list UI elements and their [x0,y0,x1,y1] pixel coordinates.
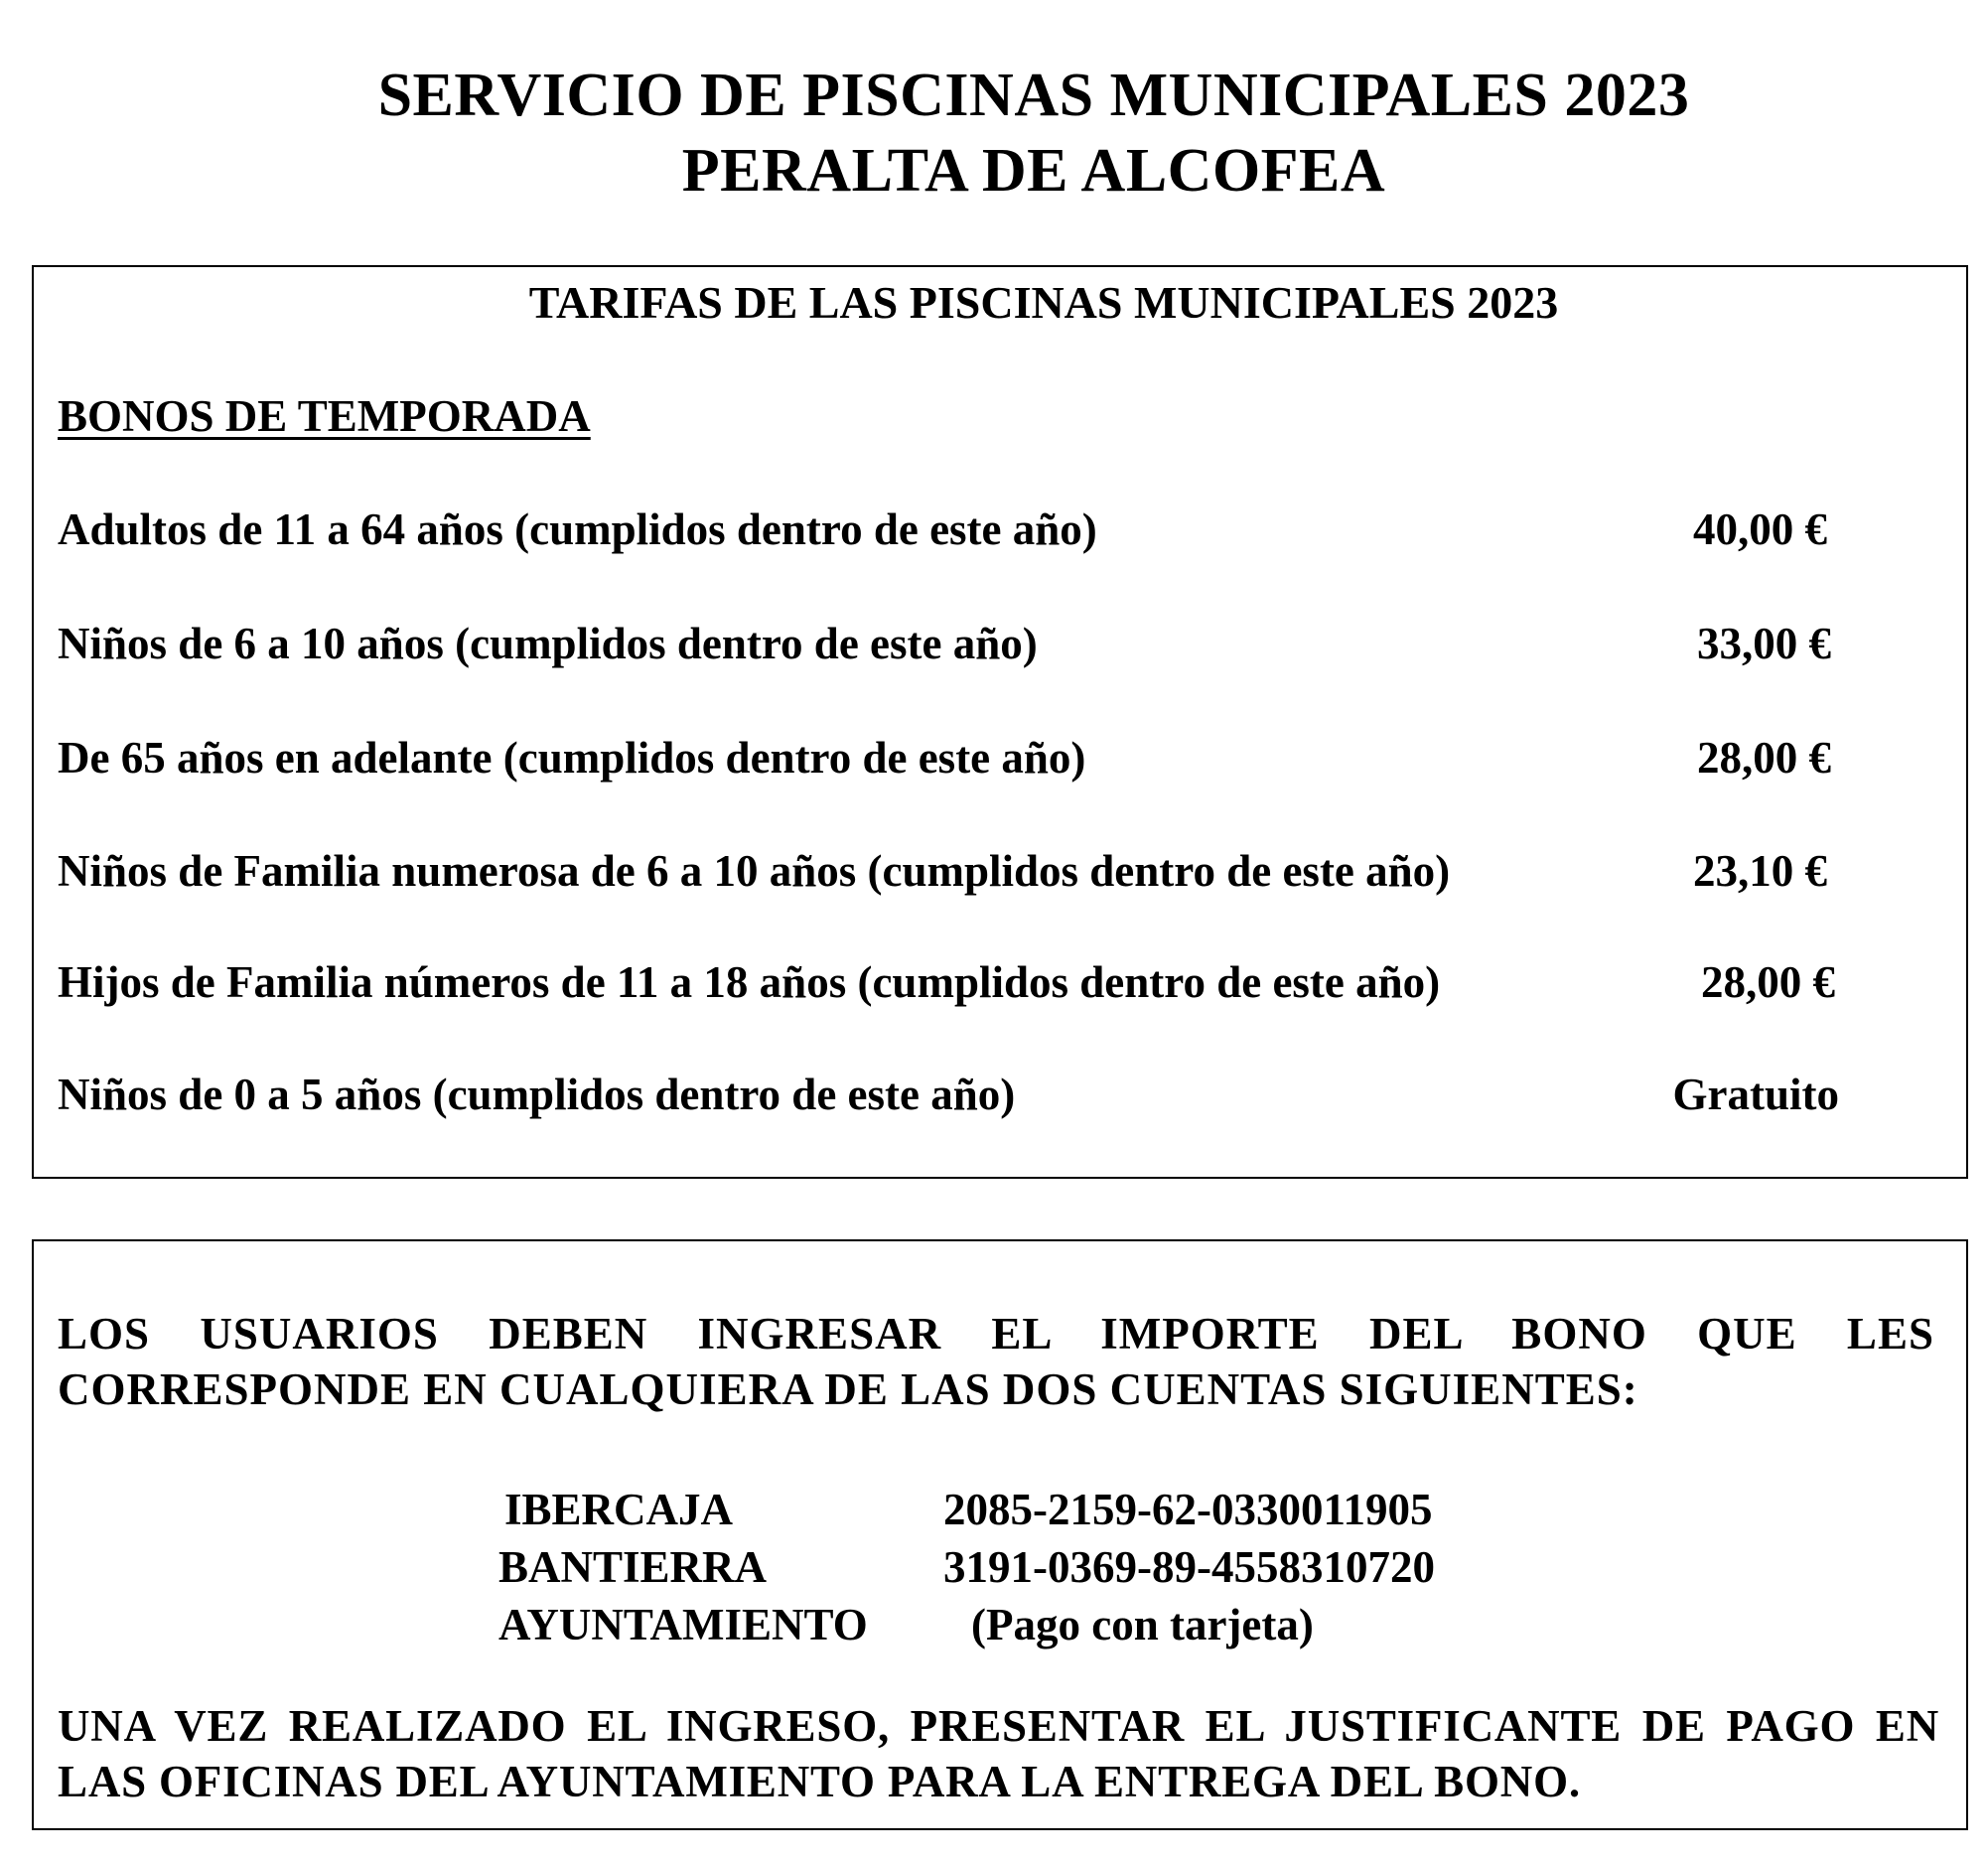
tariff-row-label: Hijos de Familia números de 11 a 18 años (cumplidos dentro de este año) [58,957,1441,1007]
tariff-row-label: Niños de Familia numerosa de 6 a 10 años (cumplidos dentro de este año) [58,846,1451,896]
account-number: 2085-2159-62-0330011905 [943,1485,1433,1534]
tariff-box [32,265,1968,1179]
account-name: IBERCAJA [504,1485,734,1534]
payment-instructions-line2: CORRESPONDE EN CUALQUIERA DE LAS DOS CUENTAS SIGUIENTES: [58,1364,1638,1414]
payment-instructions [58,1306,1934,1417]
section-heading: BONOS DE TEMPORADA [58,391,591,441]
account-name: BANTIERRA [498,1542,768,1592]
tariff-row-label: De 65 años en adelante (cumplidos dentro de este año) [58,733,1086,783]
tariff-row-price: 28,00 € [1701,957,1835,1007]
account-number: 3191-0369-89-4558310720 [943,1542,1435,1592]
tariff-heading: TARIFAS DE LAS PISCINAS MUNICIPALES 2023 [528,277,1559,328]
final-note: UNA VEZ REALIZADO EL INGRESO, PRESENTAR EL JUSTIFICANTE DE PAGO EN LAS OFICINAS DEL AYUNTAMIENTO PARA LA ENTREGA DEL BONO. [58,1701,1939,1806]
tariff-row-price: 28,00 € [1697,733,1831,783]
tariff-row-price: Gratuito [1672,1070,1839,1119]
tariff-row-label: Niños de 6 a 10 años (cumplidos dentro de este año) [58,619,1038,668]
account-number: (Pago con tarjeta) [971,1600,1314,1649]
tariff-row-price: 33,00 € [1697,619,1831,668]
tariff-row-price: 23,10 € [1693,846,1827,896]
payment-instructions-line1: LOS USUARIOS DEBEN INGRESAR EL IMPORTE DEL BONO QUE LES [58,1309,1934,1359]
page-title: SERVICIO DE PISCINAS MUNICIPALES 2023 [377,62,1690,129]
account-name: AYUNTAMIENTO [498,1600,868,1649]
payment-box [32,1239,1968,1830]
tariff-row-label: Adultos de 11 a 64 años (cumplidos dentro de este año) [58,504,1097,554]
tariff-row-label: Niños de 0 a 5 años (cumplidos dentro de este año) [58,1070,1016,1119]
page-subtitle: PERALTA DE ALCOFEA [681,137,1386,205]
tariff-row-price: 40,00 € [1693,504,1827,554]
